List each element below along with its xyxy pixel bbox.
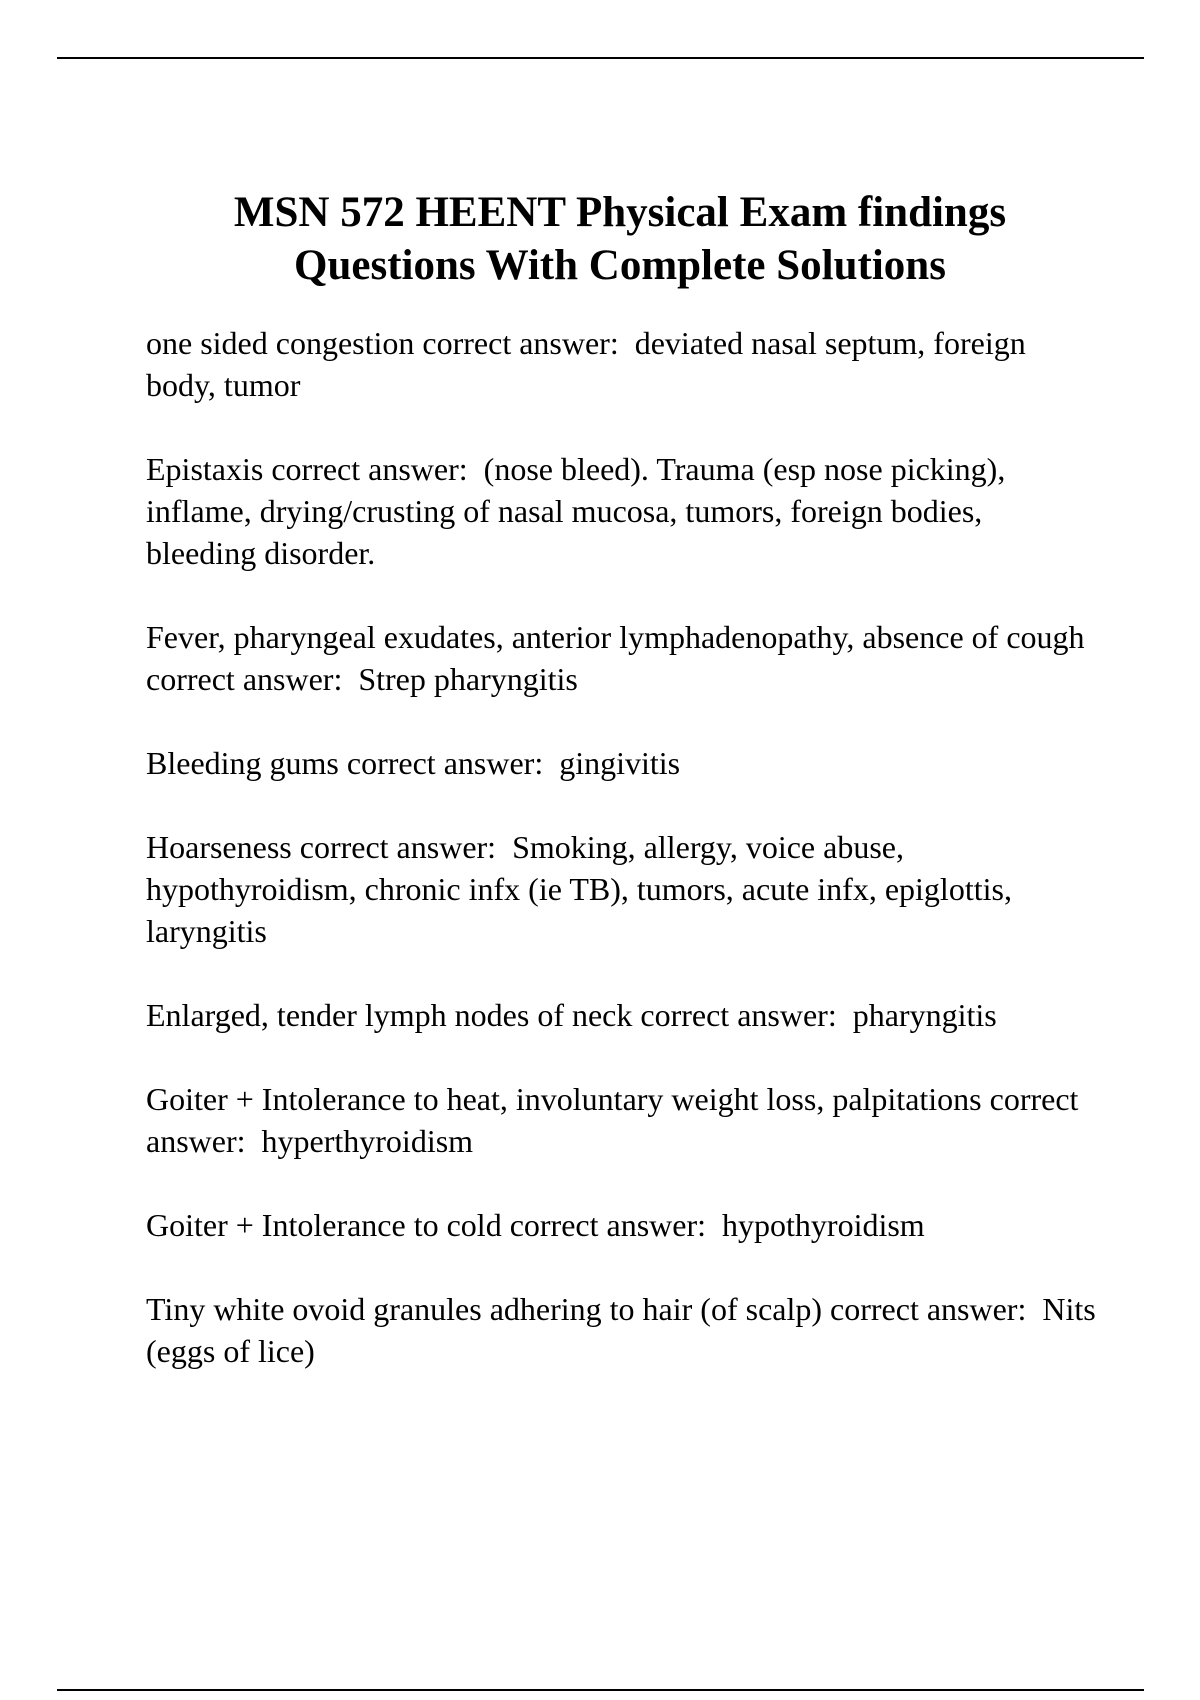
qa-question: Tiny white ovoid granules adhering to hair (of scalp) correct answer: [146, 1291, 1027, 1327]
qa-answer: deviated nasal septum, foreign body, tumor [146, 325, 1026, 403]
qa-item [146, 1288, 1096, 1372]
qa-question: Fever, pharyngeal exudates, anterior lymphadenopathy, absence of cough correct answer: [146, 619, 1085, 697]
top-rule [57, 57, 1144, 59]
document-body [146, 186, 1096, 1414]
qa-answer: hyperthyroidism [261, 1123, 474, 1159]
qa-question: Goiter + Intolerance to heat, involuntary weight loss, palpitations correct answer: [146, 1081, 1079, 1159]
bottom-rule [57, 1689, 1144, 1691]
qa-answer: pharyngitis [852, 997, 997, 1033]
qa-question: Goiter + Intolerance to cold correct answer: [146, 1207, 707, 1243]
qa-question: Epistaxis correct answer: [146, 451, 468, 487]
qa-question: one sided congestion correct answer: [146, 325, 619, 361]
qa-list [146, 322, 1096, 1372]
qa-answer: Strep pharyngitis [358, 661, 578, 697]
qa-answer: hypothyroidism [722, 1207, 925, 1243]
qa-item [146, 448, 1096, 574]
qa-item [146, 1078, 1096, 1162]
qa-item [146, 994, 1096, 1036]
qa-item [146, 826, 1096, 952]
qa-answer: gingivitis [559, 745, 681, 781]
qa-item [146, 742, 1096, 784]
page-title [146, 186, 1094, 292]
qa-answer: Nits (eggs of lice) [146, 1291, 1096, 1369]
qa-answer: (nose bleed). Trauma (esp nose picking), inflame, drying/crusting of nasal mucosa, tumors, foreign bodies, bleeding disorder. [146, 451, 1006, 571]
qa-question: Enlarged, tender lymph nodes of neck correct answer: [146, 997, 837, 1033]
qa-question: Hoarseness correct answer: [146, 829, 497, 865]
qa-item [146, 1204, 1096, 1246]
qa-item [146, 322, 1096, 406]
qa-answer: Smoking, allergy, voice abuse, hypothyroidism, chronic infx (ie TB), tumors, acute infx, epiglottis, laryngitis [146, 829, 1012, 949]
qa-question: Bleeding gums correct answer: [146, 745, 544, 781]
title-line-1: MSN 572 HEENT Physical Exam findings [233, 189, 1007, 236]
title-line-2: Questions With Complete Solutions [294, 242, 946, 289]
qa-item [146, 616, 1096, 700]
